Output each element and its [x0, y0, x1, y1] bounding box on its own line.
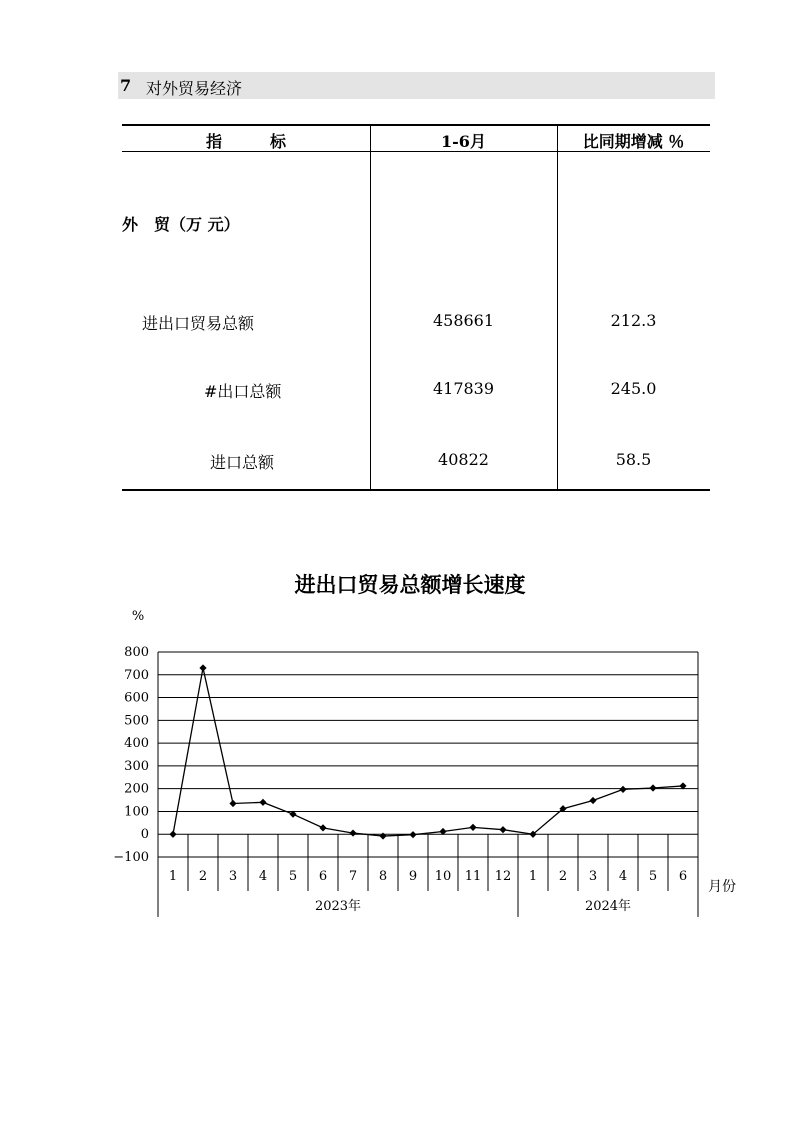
section-title: 对外贸易经济 — [146, 79, 243, 98]
row-value: 417839 — [432, 379, 495, 398]
row-change: 212.3 — [610, 311, 657, 330]
x-tick-label: 2 — [558, 869, 568, 884]
x-tick-label: 5 — [288, 869, 298, 884]
x-tick-label: 5 — [648, 869, 658, 884]
header-period: 1-6月 — [441, 132, 486, 151]
y-tick-label: 500 — [124, 713, 149, 729]
row-label: 进出口贸易总额 — [142, 314, 255, 333]
data-point — [589, 797, 596, 804]
row-value: 458661 — [432, 311, 495, 330]
y-tick-label: 700 — [124, 667, 149, 683]
table-col-divider — [557, 124, 558, 490]
growth-line-chart — [0, 560, 793, 940]
y-tick-label: 100 — [124, 804, 149, 820]
x-tick-label: 8 — [378, 869, 388, 884]
year-group-label: 2023年 — [314, 899, 362, 914]
y-tick-label: −100 — [113, 850, 149, 865]
row-value: 40822 — [438, 450, 489, 469]
y-axis-unit-label: % — [131, 609, 145, 624]
trade-table — [122, 124, 710, 491]
section-number: 7 — [120, 76, 132, 95]
x-tick-label: 11 — [464, 869, 482, 884]
y-tick-label: 300 — [124, 758, 149, 774]
x-tick-label: 7 — [348, 869, 358, 884]
row-label: 进口总额 — [210, 453, 275, 472]
x-tick-label: 4 — [618, 869, 628, 884]
data-point — [379, 832, 386, 839]
data-point — [499, 826, 506, 833]
data-point — [229, 800, 236, 807]
group-label: 外 贸（万 元） — [122, 215, 240, 234]
header-change: 比同期增减 ％ — [582, 132, 685, 151]
table-col-divider — [370, 124, 371, 490]
x-tick-label: 12 — [494, 869, 512, 884]
x-axis-label: 月份 — [708, 879, 736, 895]
data-point — [199, 664, 206, 671]
x-tick-label: 2 — [198, 869, 208, 884]
y-tick-label: 200 — [124, 781, 149, 797]
table-bottom-rule — [122, 489, 710, 491]
data-point — [619, 786, 626, 793]
data-point — [169, 831, 176, 838]
y-tick-label: 0 — [140, 827, 149, 843]
section-header — [118, 72, 715, 99]
data-point — [349, 829, 356, 836]
x-tick-label: 4 — [258, 869, 268, 884]
y-tick-label: 800 — [124, 645, 149, 660]
row-change: 58.5 — [615, 450, 652, 469]
table-top-rule — [122, 124, 710, 126]
y-tick-label: 400 — [124, 736, 149, 752]
x-tick-label: 1 — [168, 869, 178, 884]
data-point — [259, 799, 266, 806]
header-indicator: 指 标 — [205, 132, 286, 151]
x-tick-label: 6 — [678, 869, 688, 884]
x-tick-label: 10 — [434, 869, 452, 884]
row-change: 245.0 — [610, 379, 657, 398]
chart-title: 进出口贸易总额增长速度 — [294, 572, 526, 597]
x-tick-label: 9 — [408, 869, 418, 884]
x-tick-label: 1 — [528, 869, 538, 884]
year-group-label: 2024年 — [584, 899, 632, 914]
x-tick-label: 6 — [318, 869, 328, 884]
data-point — [649, 784, 656, 791]
row-label: #出口总额 — [204, 382, 282, 401]
x-tick-label: 3 — [228, 869, 238, 884]
data-point — [469, 824, 476, 831]
data-point — [409, 831, 416, 838]
y-tick-label: 600 — [124, 690, 149, 706]
x-tick-label: 3 — [588, 869, 598, 884]
data-point — [319, 824, 326, 831]
series-line — [173, 668, 683, 836]
